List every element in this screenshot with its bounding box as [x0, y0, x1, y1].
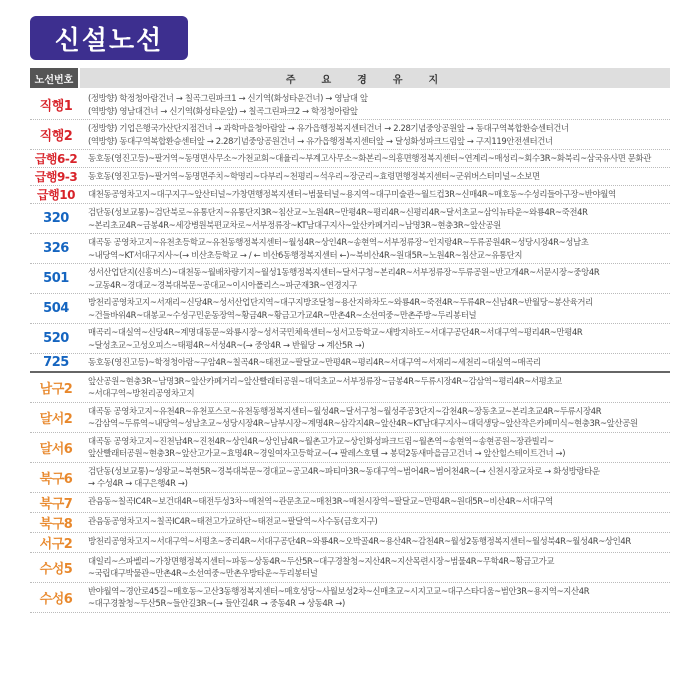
- route-line: ~교동4R~경대교~경북대북문~공대교~이시아폴리스~파군재3R~연경지구: [88, 279, 357, 290]
- route-number: 북구7: [39, 496, 73, 512]
- route-number: 504: [43, 301, 69, 316]
- table-row: [30, 324, 670, 354]
- route-line: → 수성4R → 대구은행4R →): [88, 478, 188, 488]
- route-number: 326: [43, 241, 69, 256]
- route-line: 앞산빨래터공원~현충3R~앞산고가교~효명4R~경일여자고등학교~(→ 팔레스호텔 → 봉덕2동새마을금고건너 → 앞산힐스테이트건너 →): [88, 448, 566, 458]
- route-number: 급행9-3: [34, 170, 78, 184]
- table-header: [30, 68, 670, 88]
- table-row: [30, 168, 670, 186]
- route-line: ~대구경찰청~두산5R~들안길3R~(→ 들안길4R → 중동4R → 상동4R →): [88, 598, 345, 608]
- table-row: [30, 553, 670, 583]
- route-line: 방천리공영차고지~서대구역~서평초~중리4R~서대구공단4R~와룡4R~오박골4R~용산4R~감천4R~월성2동행정복지센터~월성북4R~월성4R~상인4R: [88, 535, 631, 546]
- table-row: [30, 354, 670, 373]
- route-line: 관음동공영차고지~칠곡IC4R~태전고가교하단~태전교~팔달역~사수동(금호지구): [88, 515, 378, 526]
- route-stops: [82, 234, 670, 263]
- route-line: 앞산공원~현충3R~남명3R~앞산카페거리~앞산빨래터공원~대덕초교~서부정류장~금봉4R~두류시장4R~감삼역~평리4R~서평초교: [88, 375, 562, 386]
- route-line: 반야월역~경안로45길~매호동~고산3동행정복지센터~매호성당~사월보성2차~신매초교~시지고교~대구스타디움~범안3R~용지역~지산4R: [88, 585, 590, 596]
- route-stops: [82, 90, 670, 119]
- route-stops: [82, 186, 670, 203]
- route-number: 급행10: [37, 188, 75, 202]
- route-line: 동호동(영진고등)~팔거역~동명면주치~학명리~다부리~천평리~석우리~장군리~효령면행정복지센터~군위버스터미널~소보면: [88, 171, 540, 181]
- route-line: ~건들바위4R~대봉교~수성구민운동장역~황금4R~황금고가교4R~만촌4R~소선여중~만촌주방~두리봉터널: [88, 309, 477, 320]
- header-main-stops: 주요경유지: [80, 68, 670, 88]
- route-line: (정방향) 기업은행국가산단지점건너 → 과학마을청아람앞 → 유가읍행정복지센터건너 → 2.28기념중앙공원앞 → 동대구역복합환승센터건너: [88, 123, 569, 133]
- route-line: 동호동(영진고등)~학정청아람~구암4R~칠곡4R~태전교~팔달교~만평4R~평리4R~서대구역~서재리~세천리~대실역~매곡리: [88, 357, 541, 367]
- route-stops: [82, 373, 670, 402]
- route-line: (역방향) 영남대건너 → 신기역(화성타운앞) → 칠곡그린파크2 → 학정청아람앞: [88, 105, 358, 116]
- table-row: [30, 264, 670, 294]
- page-title: 신설노선: [30, 16, 188, 60]
- route-stops: [82, 204, 670, 233]
- route-stops: [82, 294, 670, 323]
- header-route-number: 노선번호: [30, 68, 78, 88]
- route-stops: [82, 533, 670, 552]
- route-line: 대천동공영차고지~대구지구~앞산터널~가창면행정복지센터~범물터널~용지역~대구미술관~월드컵3R~신매4R~매호동~수성리들아구장~반야월역: [88, 189, 616, 199]
- route-line: ~국립대구박물관~만촌4R~소선여중~만촌우방타운~두리봉터널: [88, 568, 318, 578]
- table-row: [30, 433, 670, 463]
- route-line: 검단동(성보교통)~성왕교~북현5R~경북대북문~경대교~공고4R~파티마3R~동대구역~범어4R~범어천4R~(→ 신천시장교차로 → 화성방랑타운: [88, 465, 600, 476]
- table-row: [30, 403, 670, 433]
- route-number: 501: [43, 271, 69, 286]
- route-stops: [82, 324, 670, 353]
- table-row: [30, 186, 670, 204]
- route-number: 725: [43, 354, 69, 370]
- route-line: (정방향) 학정청아람건너 → 칠곡그린파크1 → 신기역(화성타운건너) → 영남대 앞: [88, 93, 368, 103]
- route-line: 매곡리~대실역~신당4R~계명대동문~와룡시장~성서국민체육센터~성서고등학교~새방지하도~서대구공단4R~서대구역~평리4R~만평4R: [88, 327, 583, 337]
- table-row: [30, 234, 670, 264]
- route-stops: [82, 150, 670, 167]
- route-number: 직행2: [39, 129, 73, 144]
- route-line: ~감삼역~두류역~내당역~성남초교~성당시장4R~남부시장~계명4R~삼각지4R~앞산4R~KT남대구지사~대덕생당~앞산작은카페미식~현충3R~앞산공원: [88, 418, 638, 428]
- table-row: [30, 373, 670, 403]
- table-row: [30, 294, 670, 324]
- route-line: 관음동~칠곡IC4R~보건대4R~태전두성3차~매천역~관문초교~매천3R~매천시장역~팔달교~만평4R~원대5R~비산4R~서대구역: [88, 495, 553, 506]
- table-row: [30, 463, 670, 493]
- route-line: (역방향) 동대구역복합환승센터앞 → 2.28기념중앙공원건너 → 유가읍행정복지센터앞 → 달성화성파크드림앞 → 구지119안전센터건너: [88, 135, 553, 146]
- table-row: [30, 204, 670, 234]
- route-line: 검단동(성보교통)~검단북로~유통단지~유통단지3R~침산교~노원4R~만평4R~평리4R~신평리4R~달서초교~삼익뉴타운~와룡4R~죽전4R: [88, 207, 588, 217]
- route-line: ~서대구역~방천리공영차고지: [88, 388, 195, 398]
- table-row: [30, 533, 670, 553]
- table-row: [30, 120, 670, 150]
- route-line: ~달성초교~고성오피스~태평4R~서성4R~(→ 중앙4R → 반월당 → 계산5R →): [88, 339, 365, 350]
- route-number: 320: [43, 211, 69, 226]
- route-number: 남구2: [39, 381, 73, 397]
- route-line: 성서산업단지(신흥버스)~대천동~월배차량기지~월성1동행정복지센터~달서구청~본리4R~서부정류장~두류공원~반고개4R~서문시장~중앙4R: [88, 267, 600, 277]
- route-stops: [82, 583, 670, 612]
- route-table: [30, 90, 670, 613]
- table-row: [30, 90, 670, 120]
- route-stops: [82, 463, 670, 492]
- route-stops: [82, 264, 670, 293]
- route-line: 동호동(영진고등)~팔거역~동명면사무소~가천교회~대율리~부계고사무소~화본리~의흥면행정복지센터~연계리~매성리~회수3R~화북리~삼국유사면 문화관: [88, 153, 652, 163]
- route-line: 대곡동 공영차고지~유천초등학교~유천동행정복지센터~월성4R~상인4R~송현역~서부정류장~인지랑4R~두류공원4R~성당시장4R~성남초: [88, 237, 589, 247]
- route-number: 달서2: [39, 411, 73, 427]
- route-stops: [82, 433, 670, 462]
- route-number: 수성6: [39, 591, 73, 607]
- route-number: 북구6: [39, 471, 73, 487]
- route-stops: [82, 513, 670, 532]
- table-row: [30, 150, 670, 168]
- route-stops: [82, 168, 670, 185]
- route-line: ~내당역~KT서대구지사~(→ 비산초등학교 → / ← 비산6동행정복지센터 ←)~북비산4R~원대5R~노원4R~침산교~유통단지: [88, 249, 523, 260]
- route-number: 서구2: [39, 536, 73, 552]
- route-line: 방천리공영차고지~서재리~신당4R~성서산업단지역~대구지방조달청~용산지하차도~와룡4R~죽전4R~두류4R~신남4R~반월당~봉산육거리: [88, 297, 593, 307]
- route-stops: [82, 120, 670, 149]
- route-number: 북구8: [39, 516, 73, 532]
- route-stops: [82, 553, 670, 582]
- route-stops: [82, 493, 670, 512]
- route-stops: [82, 354, 670, 371]
- route-number: 수성5: [39, 561, 73, 577]
- route-line: 대일리~스파벨리~가창면행정복지센터~파동~상동4R~두산5R~대구경찰청~지산4R~지산목련시장~범물4R~무학4R~황금고가교: [88, 555, 555, 566]
- route-line: 대곡동 공영차고지~유천4R~유천포스코~유천동행정복지센터~월성4R~달서구청~월성주공3단지~감천4R~장동초교~본리초교4R~두류시장4R: [88, 405, 602, 416]
- route-number: 급행6-2: [34, 152, 78, 166]
- route-number: 달서6: [39, 441, 73, 457]
- route-line: ~본리초교4R~금봉4R~세강병원북편교차로~서부정류장~KT남대구지사~앞산카페거리~남명3R~현충3R~앞산공원: [88, 219, 501, 230]
- table-row: [30, 583, 670, 613]
- table-row: [30, 513, 670, 533]
- route-number: 520: [43, 331, 69, 346]
- table-row: [30, 493, 670, 513]
- route-number: 직행1: [39, 99, 73, 114]
- route-stops: [82, 403, 670, 432]
- route-line: 대곡동 공영차고지~진천남4R~진천4R~상인4R~상인남4R~월촌고가교~상인화성파크드림~월촌역~송현역~송현공원~장관빌리~: [88, 435, 554, 446]
